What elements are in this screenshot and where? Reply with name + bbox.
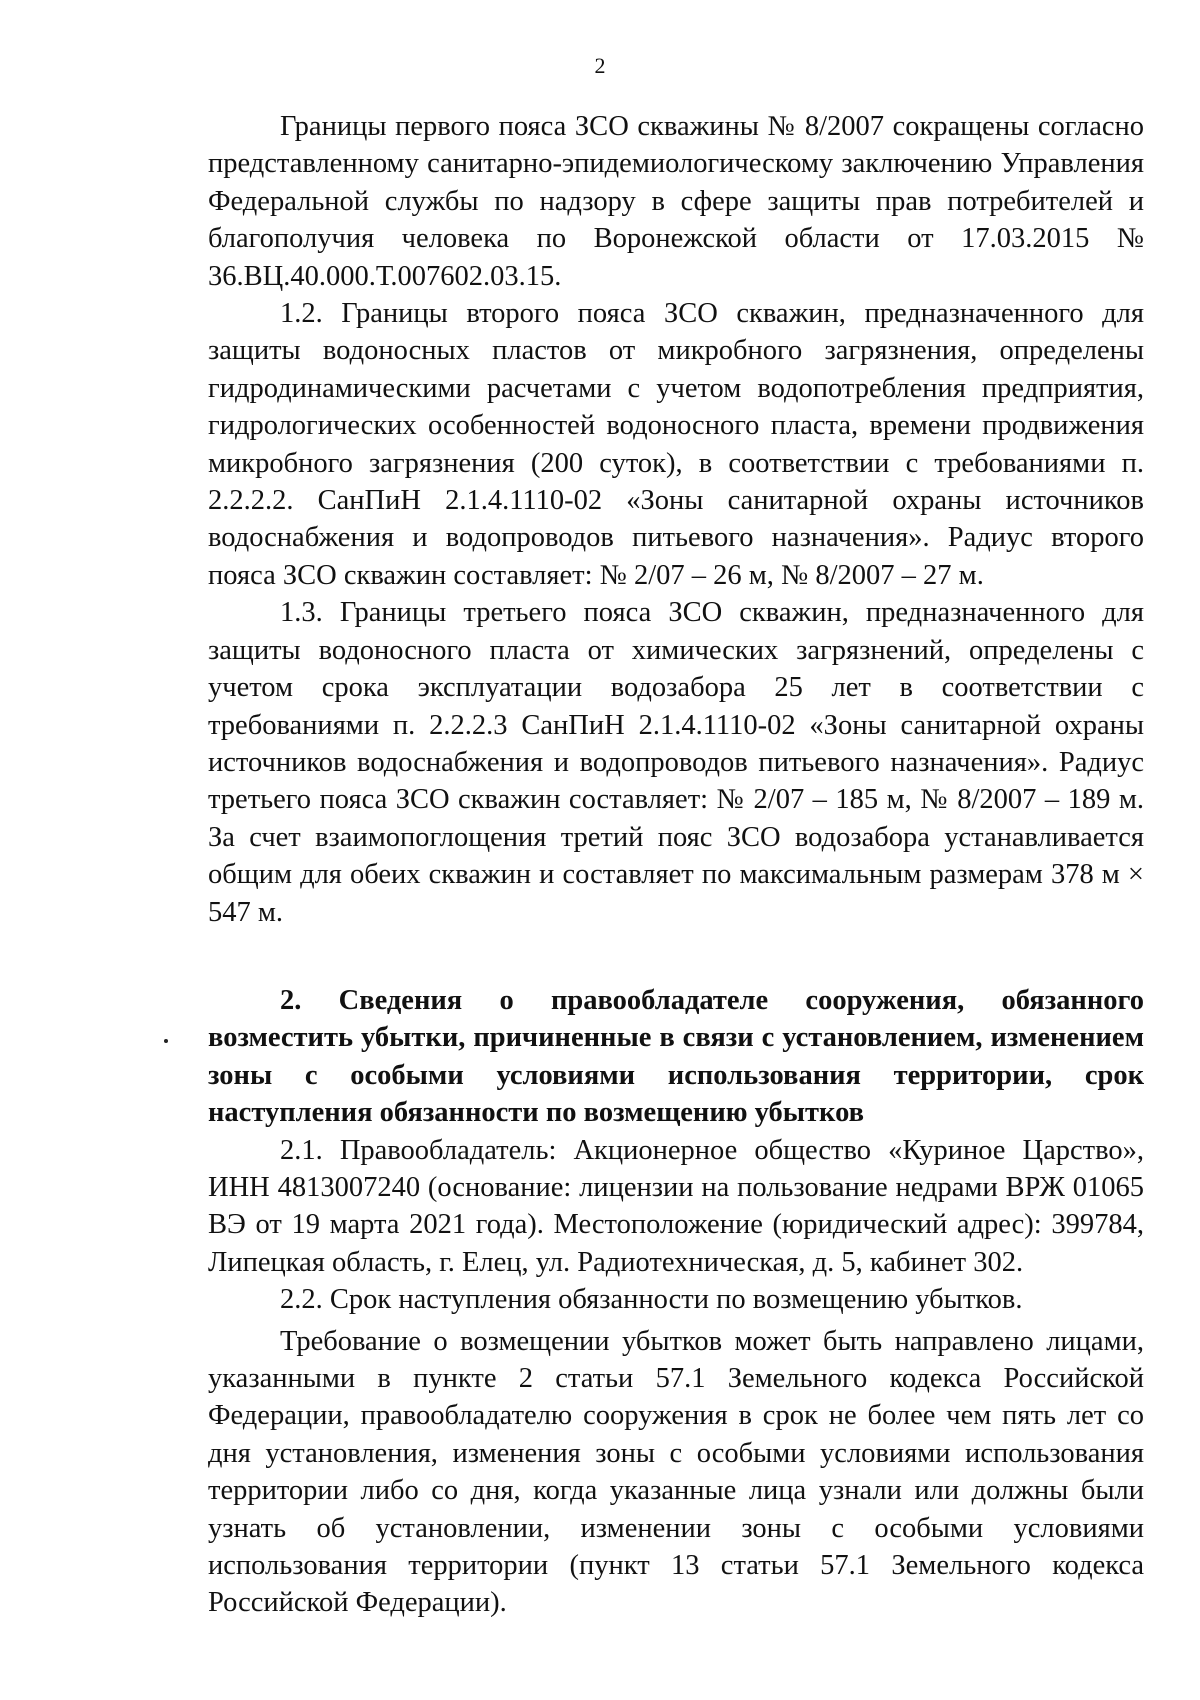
paragraph-1-3-third-belt: 1.3. Границы третьего пояса ЗСО скважин, предназначенного для защиты водоносного пласта от химических загрязнений, определены с учетом срока эксплуатации водозабора 25 лет в соответствии с требованиями п. 2.2.2.3 СанПиН 2.1.4.1110-02 «Зоны санитарной охраны источников водоснабжения и водопроводов питьевого назначения». Радиус третьего пояса ЗСО скважин составляет: № 2/07 – 185 м, № 8/2007 – 189 м. За счет взаимопоглощения третий пояс ЗСО водозабора устанавливается общим для обеих скважин и составляет по максимальным размерам 378 м × 547 м. xyxy=(208,597,1144,928)
page-number: 2 xyxy=(594,53,606,78)
stray-dot-mark xyxy=(164,1039,168,1043)
paragraph-2-1-owner: 2.1. Правообладатель: Акционерное общество «Куриное Царство», ИНН 4813007240 (основание: лицензии на пользование недрами ВРЖ 01065 ВЭ от 19 марта 2021 года). Местоположение (юридический адрес): 399784, Липецкая область, г. Елец, ул. Радиотехническая, д. 5, кабинет 302. xyxy=(208,1134,1144,1278)
paragraph-zso-first-belt: Границы первого пояса ЗСО скважины № 8/2007 сокращены согласно представленному санитарно-эпидемиологическому заключению Управления Федеральной службы по надзору в сфере защиты прав потребителей и благополучия человека по Воронежской области от 17.03.2015 № 36.ВЦ.40.000.Т.007602.03.15. xyxy=(208,111,1144,292)
paragraph-compensation-requirement: Требование о возмещении убытков может быть направлено лицами, указанными в пункте 2 статьи 57.1 Земельного кодекса Российской Федерации, правообладателю сооружения в срок не более чем пять лет со дня установления, изменения зоны с особыми условиями использования территории либо со дня, когда указанные лица узнали или должны были узнать об установлении, изменении зоны с особыми условиями использования территории (пункт 13 статьи 57.1 Земельного кодекса Российской Федерации). xyxy=(208,1325,1144,1619)
paragraph-2-2-deadline: 2.2. Срок наступления обязанности по возмещению убытков. xyxy=(280,1284,1023,1316)
section-2-heading: 2. Сведения о правообладателе сооружения, обязанного возместить убытки, причиненные в связи с установлением, изменением зоны с особыми условиями использования территории, срок наступления обязанности по возмещению убытков xyxy=(208,984,1144,1129)
paragraph-1-2-second-belt: 1.2. Границы второго пояса ЗСО скважин, предназначенного для защиты водоносных пластов от микробного загрязнения, определены гидродинамическими расчетами с учетом водопотребления предприятия, гидрологических особенностей водоносного пласта, времени продвижения микробного загрязнения (200 суток), в соответствии с требованиями п. 2.2.2.2. СанПиН 2.1.4.1110-02 «Зоны санитарной охраны источников водоснабжения и водопроводов питьевого назначения». Радиус второго пояса ЗСО скважин составляет: № 2/07 – 26 м, № 8/2007 – 27 м. xyxy=(208,298,1144,591)
document-body xyxy=(208,108,1144,1622)
